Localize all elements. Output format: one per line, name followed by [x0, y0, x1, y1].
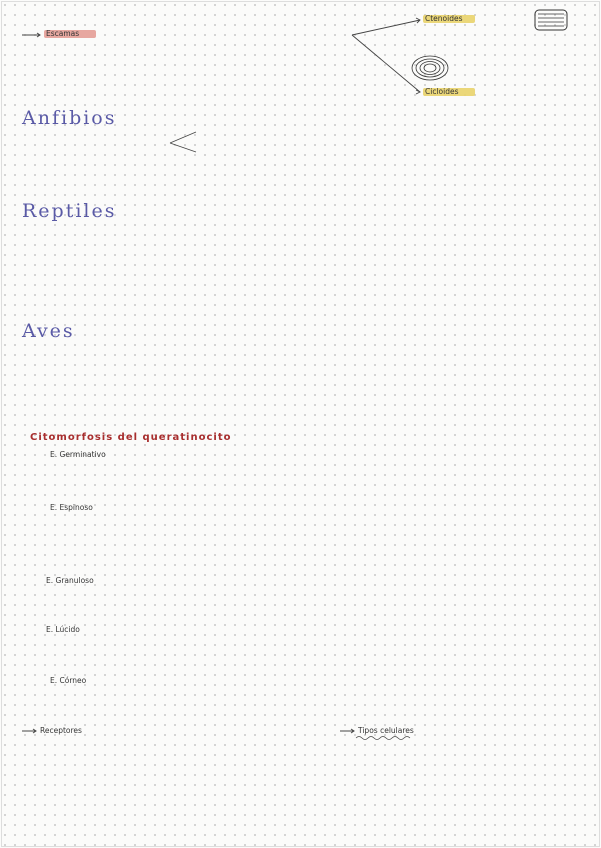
arrow-icon [22, 33, 40, 37]
anfibios-branch [170, 132, 196, 152]
stratum-germinativo: E. Germinativo [50, 450, 106, 459]
cycloid-scale-icon [412, 56, 448, 80]
receptores-label: Receptores [40, 726, 82, 735]
stratum-espinoso: E. Espinoso [50, 503, 93, 512]
section-title-reptiles: Reptiles [22, 200, 117, 222]
branch-lines [352, 18, 420, 94]
stratum-granuloso: E. Granuloso [46, 576, 94, 585]
stratum-corneo: E. Córneo [50, 676, 87, 685]
ctenoides-label: Ctenoides [425, 14, 463, 23]
tipos-celulares-label: Tipos celulares [358, 726, 414, 735]
section-title-aves: Aves [22, 320, 75, 342]
escamas-label: Escamas [46, 29, 80, 38]
section-title-anfibios: Anfibios [22, 107, 117, 129]
ctenoid-scale-icon [535, 10, 567, 30]
stratum-lucido: E. Lúcido [46, 625, 80, 634]
section-title-citomorfosis: Citomorfosis del queratinocito [30, 432, 232, 443]
cicloides-label: Cicloides [425, 87, 459, 96]
